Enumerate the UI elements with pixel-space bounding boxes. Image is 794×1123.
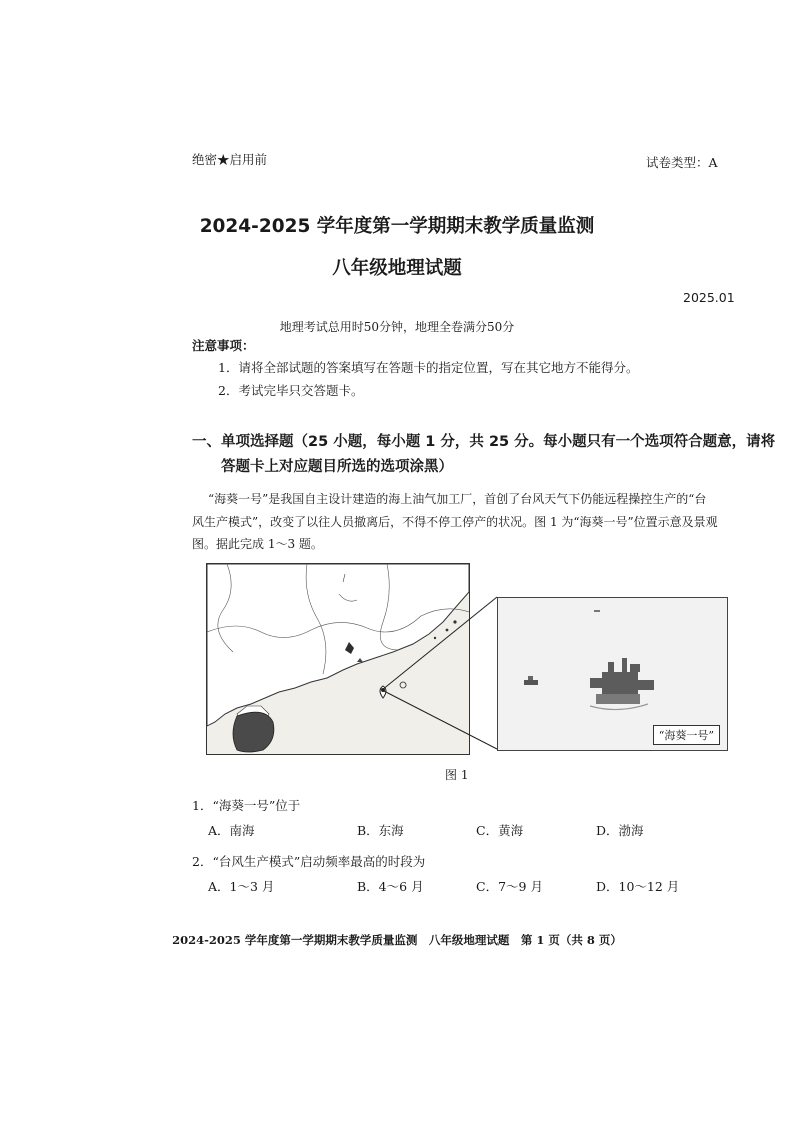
island-dot [453,620,456,623]
notice-item: 1．请将全部试题的答案填写在答题卡的指定位置，写在其它地方不能得分。 [218,360,639,375]
option-c: C．7～9 月 [476,879,543,894]
section-heading: 一、单项选择题（25 小题，每小题 1 分，共 25 分。每小题只有一个选项符合题意，请将 [192,434,776,450]
option-d: D．10～12 月 [596,879,680,894]
distant-vessel [594,610,600,612]
question-stem: 1．“海葵一号”位于 [192,798,301,813]
paper-type: 试卷类型：A [646,155,718,170]
exam-title: 2024-2025 学年度第一学期期末教学质量监测 [199,216,595,237]
question-stem: 2．“台风生产模式”启动频率最高的时段为 [192,854,426,869]
exam-date: 2025.01 [683,290,735,305]
island-dot [446,629,449,632]
photo-label: “海葵一号” [653,725,720,745]
platform-photo [497,597,728,751]
passage-line: 风生产模式”，改变了以往人员撤离后，不得不停工停产的状况。图 1 为“海葵一号”位置示意及景观 [192,515,718,529]
figure-caption: 图 1 [445,768,469,782]
island-dot [434,637,436,639]
page-footer: 2024-2025 学年度第一学期期末教学质量监测 八年级地理试题 第 1 页（共 8 页） [172,933,622,947]
notice-item: 2．考试完毕只交答题卡。 [218,383,364,398]
exam-subtitle: 八年级地理试题 [332,258,462,279]
notice-title: 注意事项： [192,338,255,353]
option-b: B．4～6 月 [357,879,424,894]
option-a: A．1～3 月 [208,879,275,894]
option-d: D．渤海 [596,823,644,838]
option-c: C．黄海 [476,823,524,838]
secret-label: 绝密★启用前 [192,152,268,167]
passage-line: 图。据此完成 1～3 题。 [192,537,323,551]
map-drawing [207,564,469,754]
exam-info: 地理考试总用时50分钟，地理全卷满分50分 [279,320,515,334]
passage-line: “海葵一号”是我国自主设计建造的海上油气加工厂，首创了台风天气下仍能远程操控生产的“台 [208,492,707,506]
section-heading-cont: 答题卡上对应题目所选的选项涂黑） [221,459,453,475]
option-a: A．南海 [208,823,255,838]
pin-center [381,688,385,692]
option-b: B．东海 [357,823,404,838]
hainan-island [233,712,274,752]
location-map [206,563,470,755]
